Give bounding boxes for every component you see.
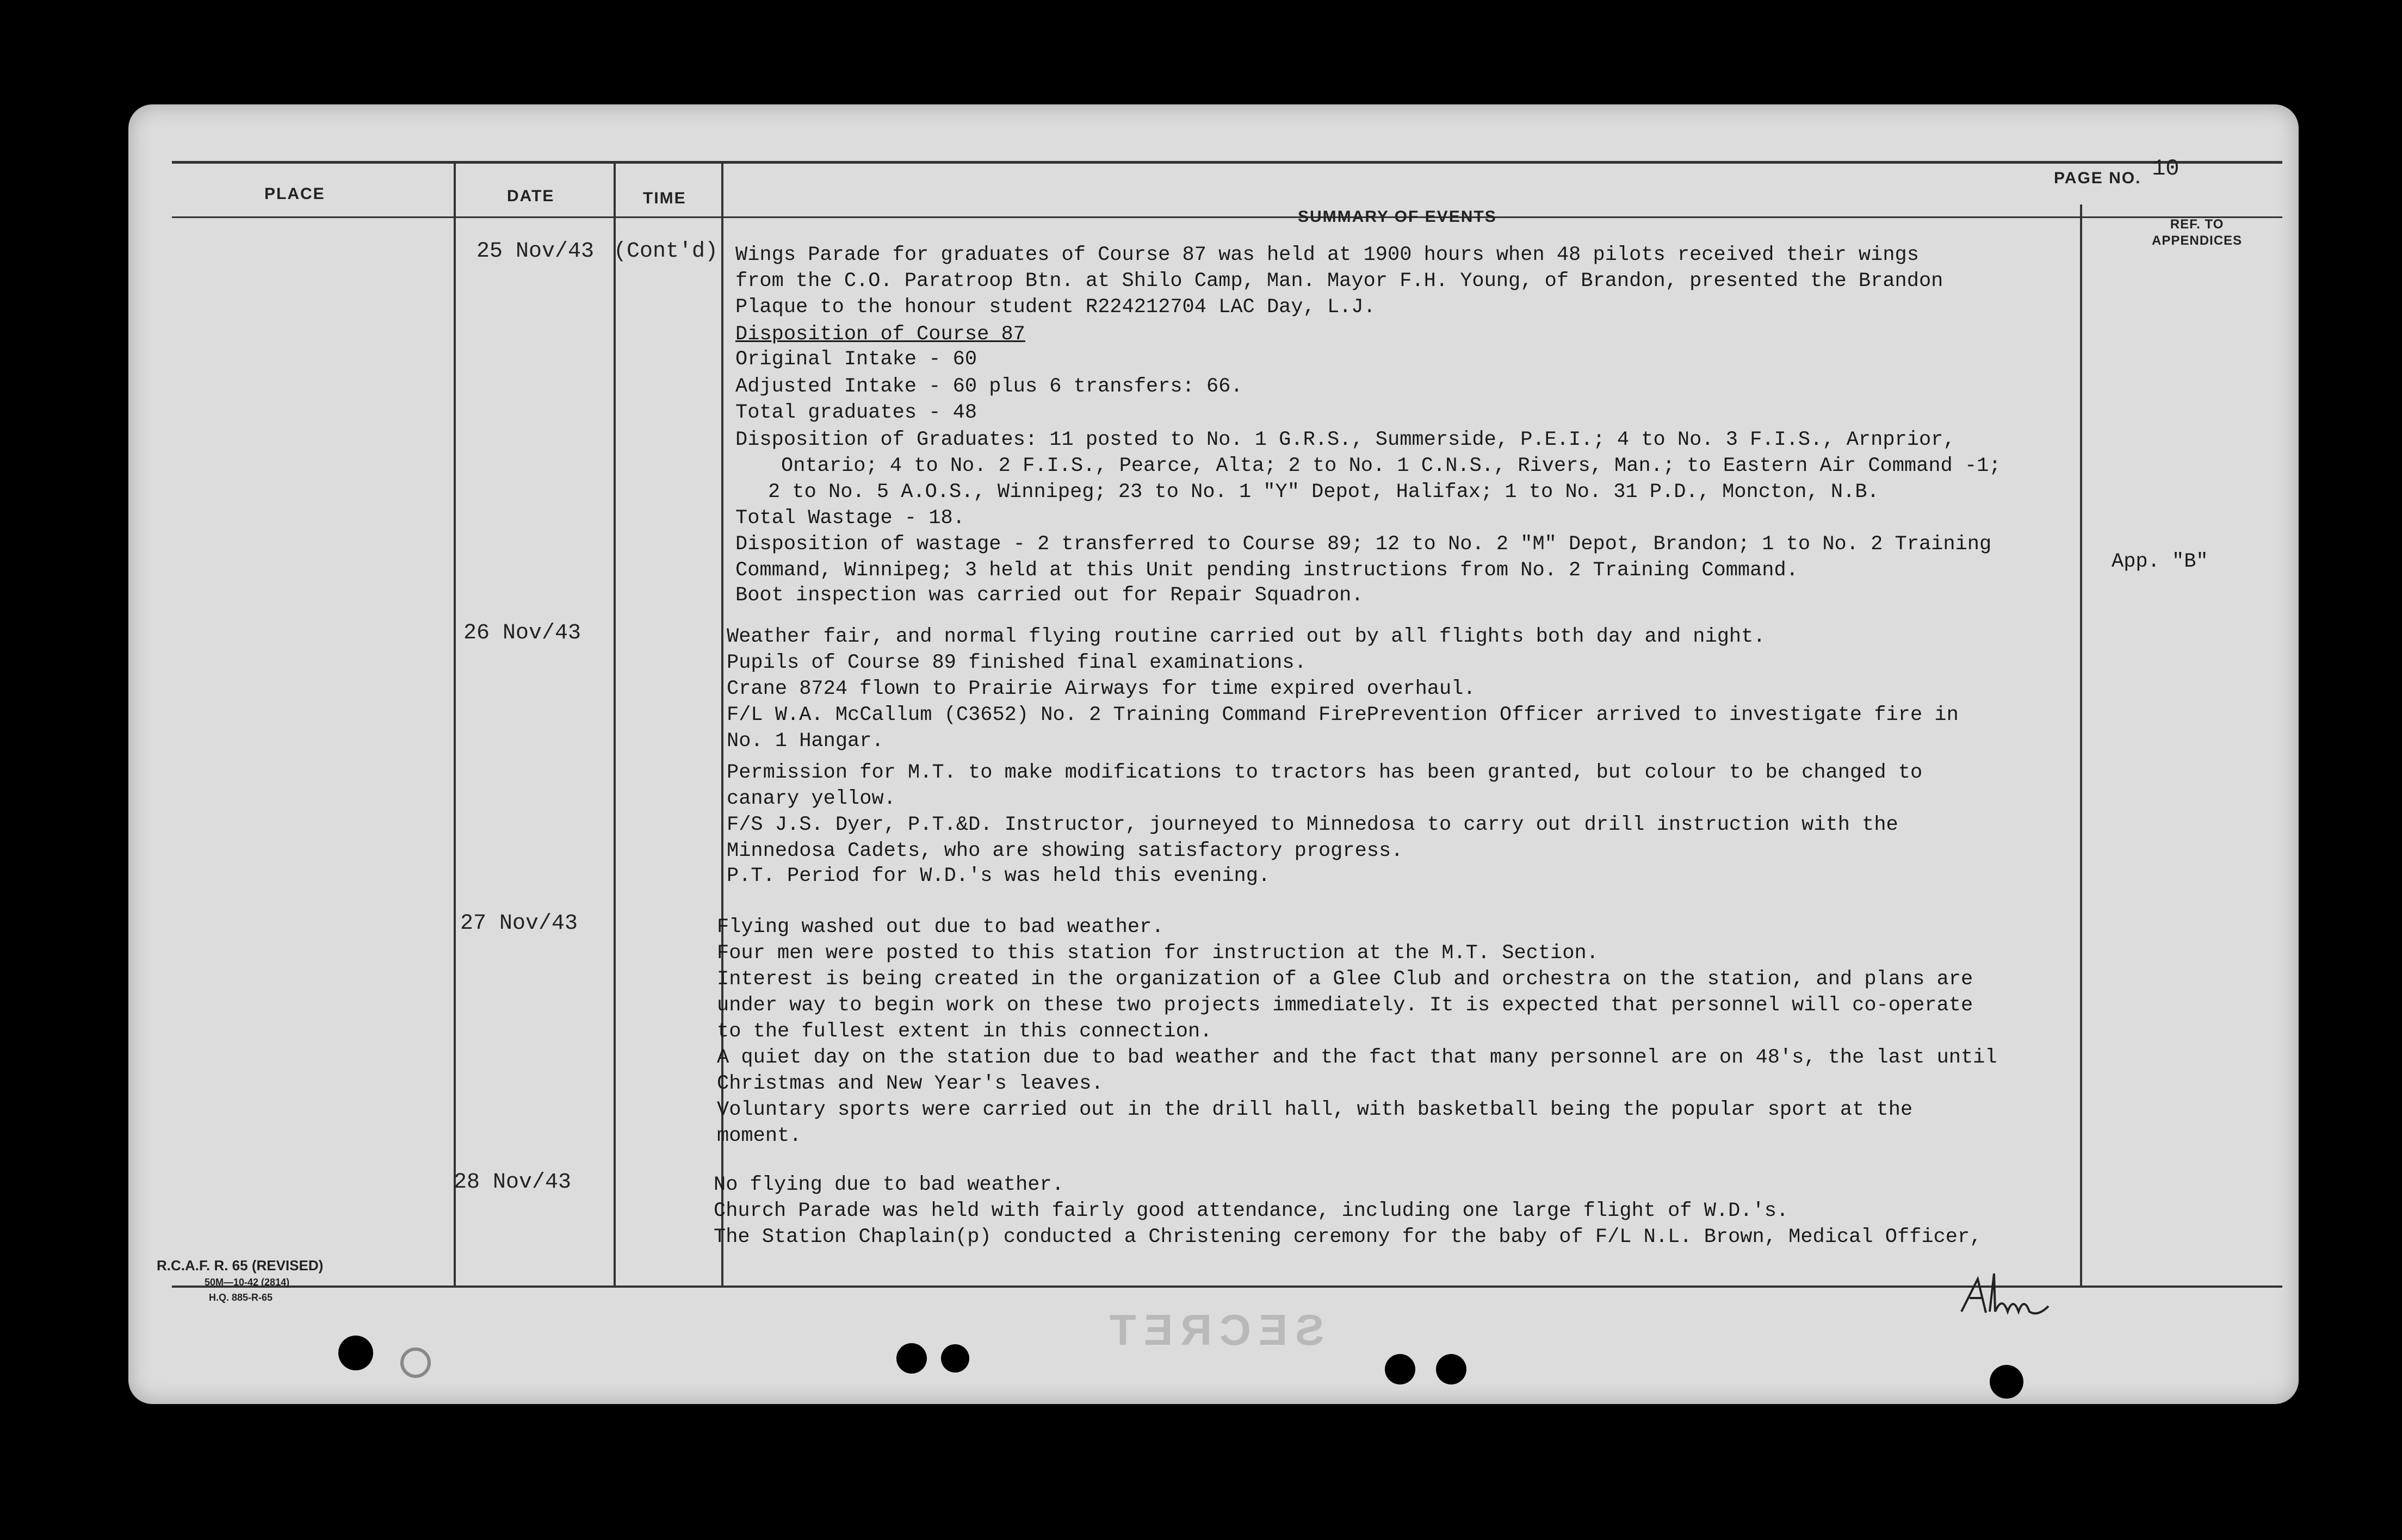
summary-header: SUMMARY OF EVENTS [1298,208,1497,226]
page-number-label: PAGE NO. [2054,169,2141,187]
summary-line: Command, Winnipeg; 3 held at this Unit pending instructions from No. 2 Training Command. [735,559,1798,582]
summary-line: Original Intake - 60 [735,348,977,371]
summary-line: Four men were posted to this station for instruction at the M.T. Section. [717,942,1599,965]
date-entry: 25 Nov/43 [476,239,595,264]
summary-line: Crane 8724 flown to Prairie Airways for time expired overhaul. [727,678,1476,700]
ref-header [2152,216,2242,249]
divider-date-time [614,161,616,1286]
summary-line: F/L W.A. McCallum (C3652) No. 2 Training Command FirePrevention Officer arrived to investigate fire in [727,704,1959,726]
secret-stamp: SECRET [1102,1306,1324,1354]
summary-line: under way to begin work on these two projects immediately. It is expected that personnel will co-operate [717,994,1973,1017]
time-header: TIME [643,189,686,207]
summary-line: 2 to No. 5 A.O.S., Winnipeg; 23 to No. 1 "Y" Depot, Halifax; 1 to No. 31 P.D., Moncton, N.B. [768,481,1879,504]
punch-hole [1385,1354,1415,1384]
summary-line: Total Wastage - 18. [735,507,965,530]
summary-line: No flying due to bad weather. [714,1173,1064,1196]
date-entry: 27 Nov/43 [460,911,578,936]
time-cont: (Cont'd) [614,239,719,264]
punch-hole [941,1344,969,1373]
summary-line: Adjusted Intake - 60 plus 6 transfers: 66. [735,375,1243,398]
summary-line: to the fullest extent in this connection. [717,1020,1212,1043]
summary-line: The Station Chaplain(p) conducted a Christening ceremony for the baby of F/L N.L. Brown, Medical Officer, [714,1226,1982,1249]
initials-signature [1956,1268,2059,1325]
summary-line: No. 1 Hangar. [727,730,884,753]
summary-line: Flying washed out due to bad weather. [717,916,1164,939]
place-header: PLACE [264,185,325,203]
summary-line: from the C.O. Paratroop Btn. at Shilo Camp, Man. Mayor F.H. Young, of Brandon, presented the Brandon [735,270,1943,293]
summary-line: Permission for M.T. to make modifications to tractors has been granted, but colour to be changed to [727,761,1923,784]
punch-hole [1436,1354,1466,1384]
divider-summary-ref [2080,204,2082,1286]
summary-line: canary yellow. [727,787,896,810]
date-header: DATE [507,187,555,205]
form-id-line1: R.C.A.F. R. 65 (REVISED) [157,1257,324,1274]
summary-line: Voluntary sports were carried out in the drill hall, with basketball being the popular sport at the [717,1098,1913,1121]
summary-line: Pupils of Course 89 finished final examinations. [727,651,1307,674]
header-rule [172,216,2282,218]
date-entry: 28 Nov/43 [454,1170,572,1195]
summary-line: Christmas and New Year's leaves. [717,1072,1104,1095]
form-id-line2: 50M—10-42 (2814) [205,1277,290,1288]
summary-line: Church Parade was held with fairly good attendance, including one large flight of W.D.'s. [714,1200,1789,1222]
page-number-box [2054,156,2180,190]
summary-line: Disposition of wastage - 2 transferred to Course 89; 12 to No. 2 "M" Depot, Brandon; 1 to No. 2 Training [735,533,1992,556]
top-rule [172,161,2282,164]
ref-header-line2: APPENDICES [2152,233,2243,248]
summary-line: Ontario; 4 to No. 2 F.I.S., Pearce, Alta; 2 to No. 1 C.N.S., Rivers, Man.; to Eastern Air Command -1; [781,455,2001,477]
punch-hole-outline [400,1348,431,1378]
summary-line: Boot inspection was carried out for Repair Squadron. [735,584,1364,607]
summary-line: Disposition of Course 87 [735,323,1025,346]
summary-line: moment. [717,1125,802,1147]
summary-line: P.T. Period for W.D.'s was held this evening. [727,865,1271,887]
summary-line: Interest is being created in the organization of a Glee Club and orchestra on the station, and plans are [717,968,1973,991]
diary-page [128,104,2299,1404]
summary-line: A quiet day on the station due to bad weather and the fact that many personnel are on 48's, the last until [717,1046,1997,1069]
punch-hole [338,1336,373,1370]
summary-line: F/S J.S. Dyer, P.T.&D. Instructor, journeyed to Minnedosa to carry out drill instruction with the [727,814,1898,836]
punch-hole [1990,1365,2023,1399]
summary-line: Wings Parade for graduates of Course 87 was held at 1900 hours when 48 pilots received their wings [735,244,1919,266]
summary-line: Minnedosa Cadets, who are showing satisfactory progress. [727,840,1403,862]
page-number-value: 10 [2152,156,2180,182]
summary-line: Plaque to the honour student R224212704 LAC Day, L.J. [735,296,1376,319]
summary-line: Total graduates - 48 [735,401,977,424]
summary-line: Disposition of Graduates: 11 posted to No. 1 G.R.S., Summerside, P.E.I.; 4 to No. 3 F.I.S., Arnprior, [735,429,1955,451]
date-entry: 26 Nov/43 [463,621,581,645]
appendix-reference: App. "B" [2112,550,2208,573]
form-id-line3: H.Q. 885-R-65 [209,1292,273,1303]
punch-hole [896,1343,927,1374]
ref-header-line1: REF. TO [2170,217,2224,232]
divider-place-date [454,161,456,1286]
summary-line: Weather fair, and normal flying routine carried out by all flights both day and night. [727,625,1766,648]
